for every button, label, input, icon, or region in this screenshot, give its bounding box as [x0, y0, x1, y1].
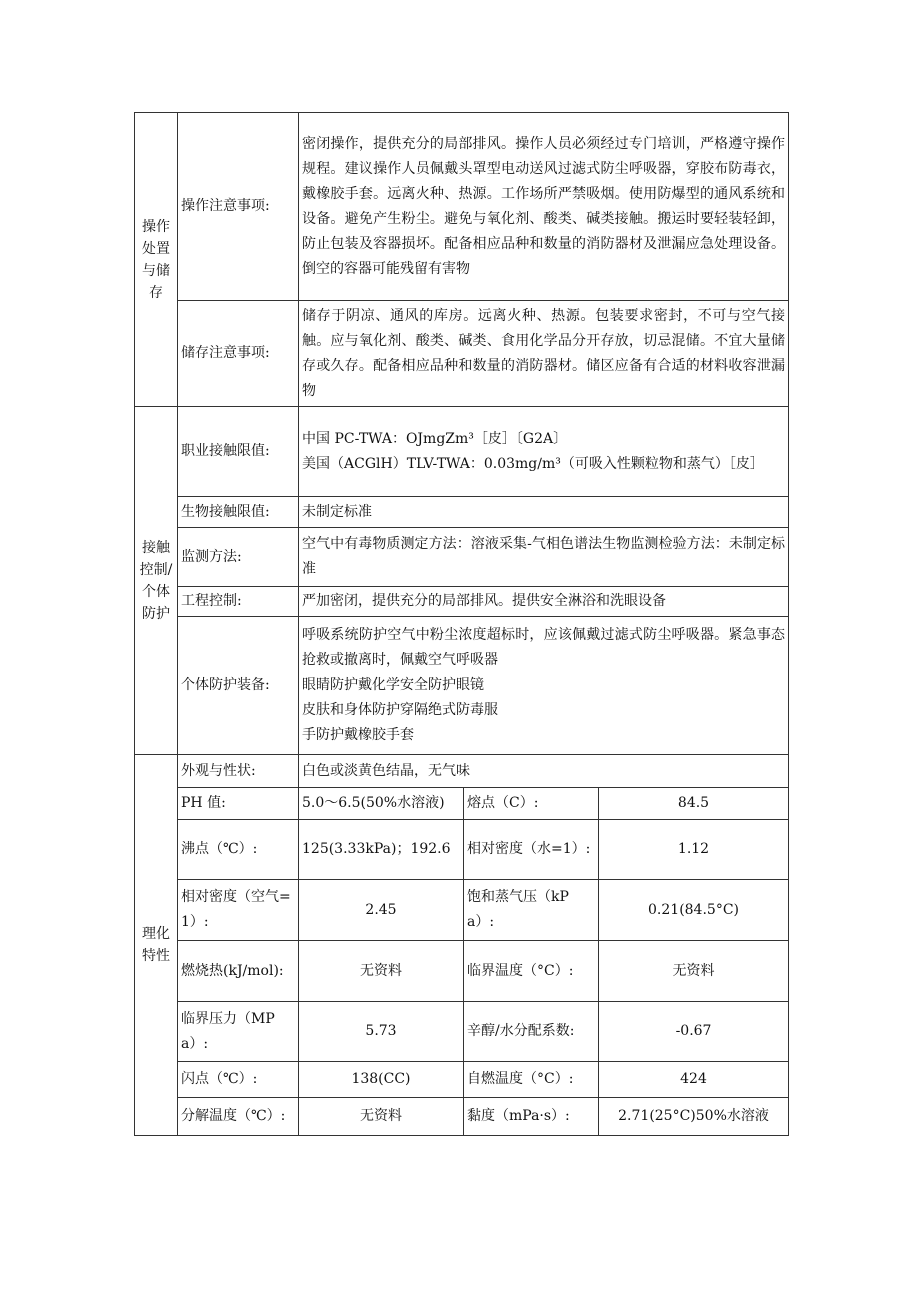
properties-section-header: 理化特性	[135, 755, 178, 1136]
ppe-value	[299, 617, 789, 755]
critical-pressure-label: 临界压力（MPa）:	[178, 1002, 299, 1062]
engineering-row	[135, 587, 789, 617]
ph-row	[135, 788, 789, 820]
critical-temp-label: 临界温度（°C）:	[464, 941, 599, 1002]
viscosity-value: 2.71(25°C)50%水溶液	[599, 1098, 789, 1136]
critical-temp-value: 无资料	[599, 941, 789, 1002]
vapor-pressure-value: 0.21(84.5°C)	[599, 880, 789, 941]
ppe-hand: 手防护戴橡胶手套	[302, 727, 414, 743]
appearance-value: 白色或淡黄色结晶，无气味	[299, 755, 789, 788]
heat-combustion-label: 燃烧热(kJ∕mol):	[178, 941, 299, 1002]
monitor-value: 空气中有毒物质测定方法：溶液采集-气相色谱法生物监测检验方法：未制定标准	[299, 528, 789, 587]
storage-label: 储存注意事项:	[178, 301, 299, 407]
exposure-section-header: 接触控制/个体防护	[135, 407, 178, 755]
autoignition-label: 自燃温度（°C）:	[464, 1062, 599, 1098]
sds-table	[134, 112, 789, 1136]
decomposition-value: 无资料	[299, 1098, 464, 1136]
rel-density-air-value: 2.45	[299, 880, 464, 941]
density-air-row	[135, 880, 789, 941]
handling-operation-row	[135, 113, 789, 301]
ppe-body: 皮肤和身体防护穿隔绝式防毒服	[302, 702, 498, 718]
ppe-label: 个体防护装备:	[178, 617, 299, 755]
operation-text: 密闭操作，提供充分的局部排风。操作人员必须经过专门培训，严格遵守操作规程。建议操作人员佩戴头罩型电动送风过滤式防尘呼吸器，穿胶布防毒衣，戴橡胶手套。远离火种、热源。工作场所严禁吸烟。使用防爆型的通风系统和设备。避免产生粉尘。避免与氧化剂、酸类、碱类接触。搬运时要轻装轻卸，防止包装及容器损坏。配备相应品种和数量的消防器材及泄漏应急处理设备。倒空的容器可能残留有害物	[299, 113, 789, 301]
decomposition-label: 分解温度（℃）:	[178, 1098, 299, 1136]
oel-value	[299, 407, 789, 497]
appearance-row	[135, 755, 789, 788]
ppe-respiratory: 呼吸系统防护空气中粉尘浓度超标时，应该佩戴过滤式防尘呼吸器。紧急事态抢救或撤离时，佩戴空气呼吸器	[302, 627, 786, 668]
ppe-row	[135, 617, 789, 755]
rel-density-air-label: 相对密度（空气=1）:	[178, 880, 299, 941]
oel-china: 中国 PC-TWA：OJmgZm³［皮］〔G2A〕	[302, 430, 568, 447]
decomposition-row	[135, 1098, 789, 1136]
critical-pressure-row	[135, 1002, 789, 1062]
boiling-row	[135, 820, 789, 880]
oel-row	[135, 407, 789, 497]
viscosity-label: 黏度（mPa·s）:	[464, 1098, 599, 1136]
monitor-label: 监测方法:	[178, 528, 299, 587]
combustion-row	[135, 941, 789, 1002]
bio-value: 未制定标准	[299, 497, 789, 528]
engineering-label: 工程控制:	[178, 587, 299, 617]
flash-point-label: 闪点（℃）:	[178, 1062, 299, 1098]
bio-row	[135, 497, 789, 528]
melting-point-label: 熔点（C）:	[464, 788, 599, 820]
vapor-pressure-label: 饱和蒸气压（kPa）:	[464, 880, 599, 941]
autoignition-value: 424	[599, 1062, 789, 1098]
monitor-row	[135, 528, 789, 587]
appearance-label: 外观与性状:	[178, 755, 299, 788]
engineering-value: 严加密闭，提供充分的局部排风。提供安全淋浴和洗眼设备	[299, 587, 789, 617]
storage-text: 储存于阴凉、通风的库房。远离火种、热源。包装要求密封，不可与空气接触。应与氧化剂、酸类、碱类、食用化学品分开存放，切忌混储。不宜大量储存或久存。配备相应品种和数量的消防器材。储区应备有合适的材料收容泄漏物	[299, 301, 789, 407]
rel-density-water-label: 相对密度（水=1）:	[464, 820, 599, 880]
handling-storage-row	[135, 301, 789, 407]
rel-density-water-value: 1.12	[599, 820, 789, 880]
partition-coefficient-label: 辛醇/水分配系数:	[464, 1002, 599, 1062]
ppe-eye: 眼睛防护戴化学安全防护眼镜	[302, 677, 484, 693]
operation-label: 操作注意事项:	[178, 113, 299, 301]
oel-usa: 美国（ACGlH）TLV-TWA：0.03mg∕m³（可吸入性颗粒物和蒸气）［皮］	[302, 455, 764, 472]
flash-point-value: 138(CC)	[299, 1062, 464, 1098]
flash-row	[135, 1062, 789, 1098]
oel-label: 职业接触限值:	[178, 407, 299, 497]
handling-section-header: 操作处置与储存	[135, 113, 178, 407]
ph-value: 5.0～6.5(50%水溶液)	[299, 788, 464, 820]
critical-pressure-value: 5.73	[299, 1002, 464, 1062]
melting-point-value: 84.5	[599, 788, 789, 820]
bio-label: 生物接触限值:	[178, 497, 299, 528]
ph-label: PH 值:	[178, 788, 299, 820]
partition-coefficient-value: -0.67	[599, 1002, 789, 1062]
boiling-point-value: 125(3.33kPa)；192.6	[299, 820, 464, 880]
heat-combustion-value: 无资料	[299, 941, 464, 1002]
boiling-point-label: 沸点（℃）:	[178, 820, 299, 880]
